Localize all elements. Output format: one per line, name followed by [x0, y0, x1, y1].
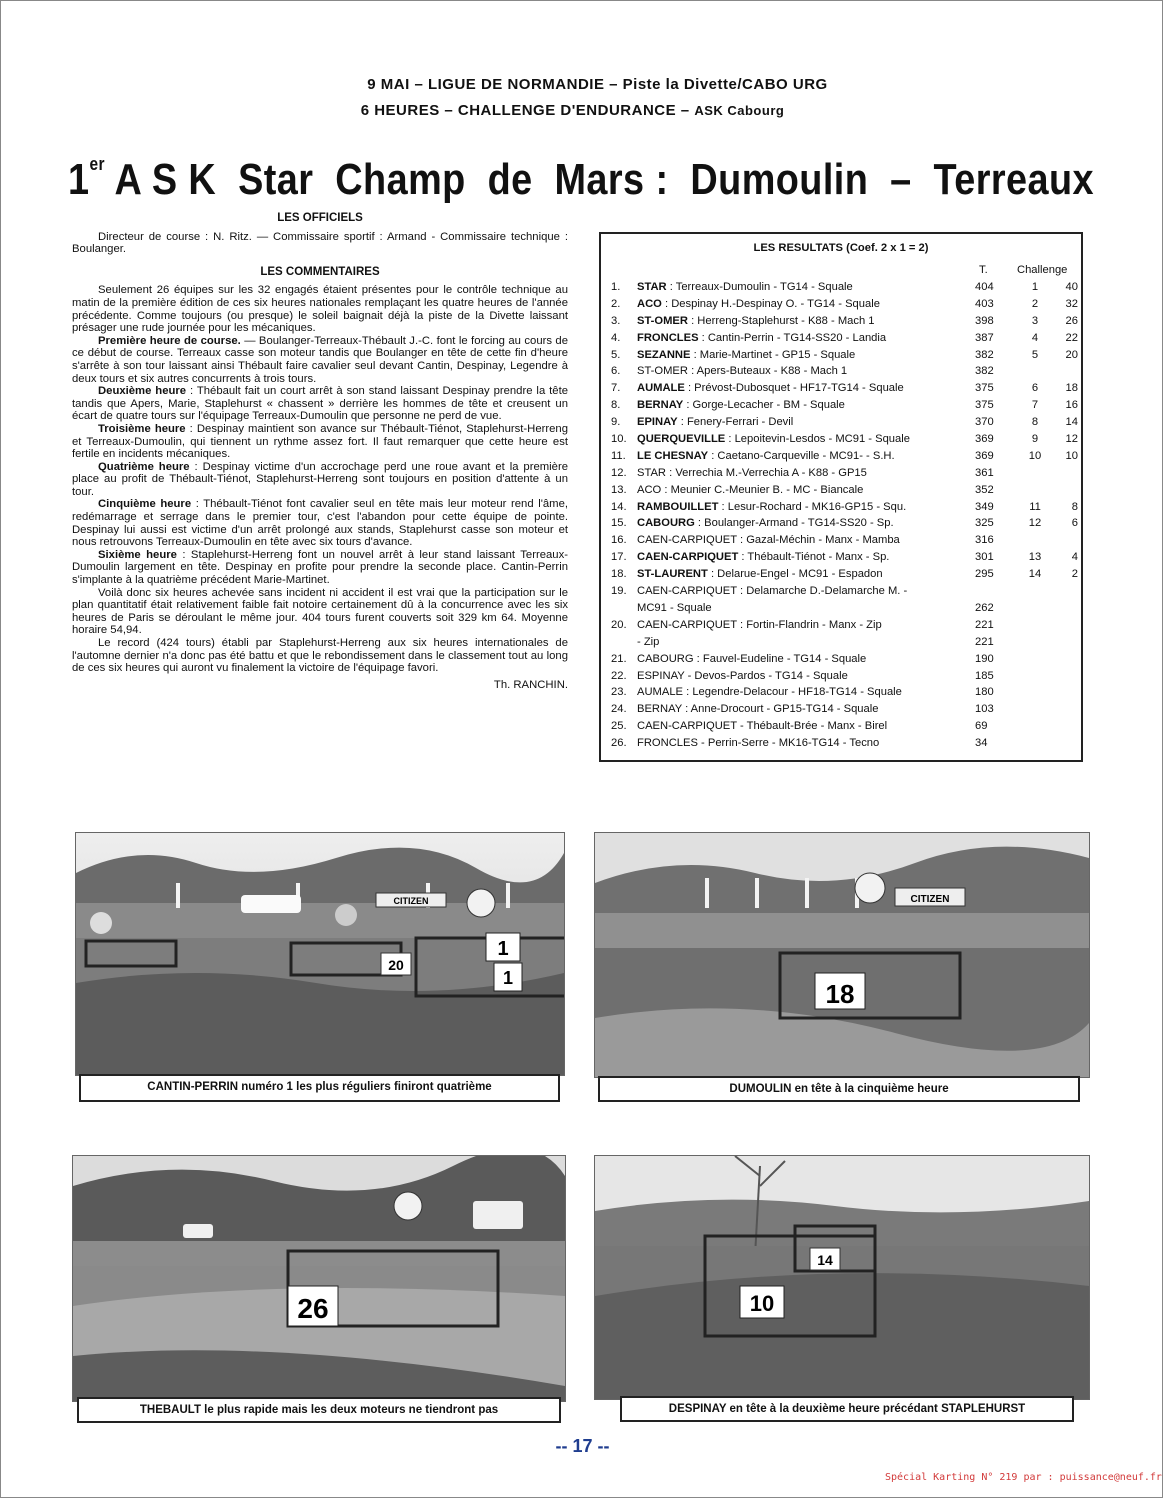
result-entry: AUMALE : Prévost-Dubosquet - HF17-TG14 - Squale [637, 382, 904, 395]
comment-paragraph: Deuxième heure : Thébault fait un court arrêt à son stand laissant Despinay prendre la tête tandis que Apers, Marie, Staplehurst « chassent » derrière les hommes de tête et creusent un écart de quatre tours sur l'équipage Terreaux-Dumoulin que personne ne perd de vue. [72, 385, 568, 423]
result-tours: 382 [975, 365, 994, 378]
result-entry: CABOURG : Fauvel-Eudeline - TG14 - Squale [637, 652, 867, 665]
result-row [601, 416, 1081, 433]
result-challenge-points: 18 [1065, 382, 1078, 395]
result-row [601, 484, 1081, 501]
result-challenge-points: 12 [1065, 433, 1078, 446]
result-row [601, 517, 1081, 534]
result-position: 18. [611, 568, 627, 581]
scan-credit: Spécial Karting N° 219 par : puissance@neuf.fr [885, 1472, 1162, 1483]
result-challenge-points: 2 [1071, 568, 1078, 581]
page-number: -- 17 -- [555, 1436, 610, 1456]
kart-number-label: 18 [825, 979, 855, 1009]
result-tours: 262 [975, 602, 994, 615]
result-entry: CAEN-CARPIQUET : Gazal-Méchin - Manx - Mamba [637, 534, 900, 547]
result-position: 5. [611, 348, 621, 361]
result-row [601, 619, 1081, 653]
result-tours: 301 [975, 551, 994, 564]
result-entry-cont: MC91 - Squale [637, 602, 712, 615]
result-challenge-points: 20 [1065, 348, 1078, 361]
event-subheader-line [0, 102, 1155, 119]
result-row [601, 315, 1081, 332]
photo-thebault [72, 1155, 566, 1402]
result-row [601, 281, 1081, 298]
result-challenge-rank: 6 [1031, 382, 1039, 395]
result-challenge-points: 16 [1065, 399, 1078, 412]
result-position: 6. [611, 365, 621, 378]
result-tours: 185 [975, 669, 994, 682]
comments-heading: LES COMMENTAIRES [260, 265, 380, 278]
result-tours: 221 [975, 618, 994, 631]
photo-cantin-perrin [75, 832, 565, 1076]
result-tours: 180 [975, 686, 994, 699]
officials-heading: LES OFFICIELS [277, 212, 363, 224]
result-position: 13. [611, 483, 627, 496]
result-row [601, 670, 1081, 687]
result-row [601, 568, 1081, 585]
result-position: 25. [611, 720, 627, 733]
kart-number-label: 20 [388, 957, 404, 973]
event-subheader-club: ASK Cabourg [694, 103, 785, 118]
officials-text: Directeur de course : N. Ritz. — Commissaire sportif : Armand - Commissaire technique : Boulanger. [72, 230, 568, 256]
title-ordinal: er [89, 154, 105, 174]
result-entry: CAEN-CARPIQUET - Thébault-Brée - Manx - Birel [637, 720, 888, 733]
result-challenge-points: 40 [1065, 281, 1078, 293]
result-position: 7. [611, 382, 621, 395]
col-header-tours: T. [979, 264, 988, 276]
result-position: 2. [611, 297, 621, 310]
result-row [601, 720, 1081, 737]
kart-race-photo-3 [73, 1156, 565, 1401]
title-text: A S K Star Champ de Mars : Dumoulin – Terreaux [104, 155, 1095, 204]
result-challenge-rank: 11 [1029, 500, 1041, 513]
result-row [601, 501, 1081, 518]
results-rows [601, 281, 1081, 754]
result-tours: 69 [975, 720, 988, 733]
result-position: 3. [611, 314, 621, 327]
result-row [601, 703, 1081, 720]
result-row [601, 399, 1081, 416]
result-position: 21. [611, 652, 627, 665]
result-position: 26. [611, 737, 627, 750]
event-subheader-text: 6 HEURES – CHALLENGE D'ENDURANCE – [360, 102, 690, 119]
result-entry: STAR : Terreaux-Dumoulin - TG14 - Squale [637, 281, 853, 293]
comment-paragraph: Quatrième heure : Despinay victime d'un accrochage perd une roue avant et la première place au profit de Thébault-Tiénot, Staplehurst-Herreng sont toujours en position d'attente à un tour. [72, 460, 569, 498]
title-number: 1 [68, 155, 90, 204]
citizen-banner: CITIZEN [393, 896, 429, 906]
result-row [601, 450, 1081, 467]
result-entry: ST-LAURENT : Delarue-Engel - MC91 - Espadon [637, 568, 883, 581]
result-challenge-rank: 7 [1031, 399, 1039, 412]
result-challenge-points: 6 [1071, 517, 1078, 530]
result-position: 10. [611, 433, 627, 446]
result-position: 1. [611, 281, 621, 293]
result-entry: LE CHESNAY : Caetano-Carqueville - MC91- - S.H. [637, 449, 895, 462]
kart-race-photo-1 [76, 833, 564, 1075]
kart-race-photo-4 [595, 1156, 1089, 1399]
result-challenge-points: 26 [1065, 314, 1078, 327]
result-challenge-rank: 13 [1028, 551, 1042, 564]
result-entry: CAEN-CARPIQUET : Fortin-Flandrin - Manx - Zip [637, 618, 882, 631]
result-position: 12. [611, 466, 627, 479]
result-tours: 349 [975, 500, 994, 513]
article-title [68, 138, 1095, 206]
photo-dumoulin [594, 832, 1090, 1078]
result-challenge-rank: 8 [1031, 416, 1039, 429]
result-entry: SEZANNE : Marie-Martinet - GP15 - Squale [637, 348, 856, 361]
result-challenge-points: 32 [1065, 297, 1078, 310]
result-row [601, 365, 1081, 382]
result-position: 23. [611, 686, 627, 699]
result-entry-cont: - Zip [637, 635, 660, 648]
result-challenge-rank: 10 [1028, 449, 1042, 462]
article-body [72, 212, 568, 691]
result-row [601, 686, 1081, 703]
result-entry: CABOURG : Boulanger-Armand - TG14-SS20 - Sp. [637, 517, 894, 530]
result-challenge-rank: 3 [1031, 314, 1039, 327]
kart-number-label: 1 [502, 968, 514, 988]
result-entry: EPINAY : Fenery-Ferrari - Devil [637, 416, 794, 429]
comment-paragraph: Première heure de course. — Boulanger-Terreaux-Thébault J.-C. font le forcing au cours de ce début de course. Terreaux casse son moteur tandis que Boulanger en tête de cette fin d'heure s'arrête à son tour laissant ainsi Thébault faire cavalier seul devant Cantin, Despinay, Legendre à deux tours et six autres concurrents à trois tours. [72, 334, 569, 385]
result-position: 22. [611, 669, 627, 682]
result-challenge-rank: 14 [1028, 568, 1042, 581]
kart-number-label: 10 [749, 1291, 775, 1316]
result-row [601, 332, 1081, 349]
result-tours: 369 [975, 449, 994, 462]
result-entry: ACO : Meunier C.-Meunier B. - MC - Biancale [637, 483, 864, 496]
result-tours: 103 [975, 703, 994, 716]
result-tours: 361 [975, 466, 994, 479]
citizen-banner: CITIZEN [910, 894, 950, 905]
result-entry: AUMALE : Legendre-Delacour - HF18-TG14 - Squale [637, 686, 902, 699]
result-row [601, 349, 1081, 366]
event-header-line: 9 MAI – LIGUE DE NORMANDIE – Piste la Divette/CABO URG [367, 76, 828, 93]
kart-number-label: 1 [497, 938, 509, 960]
result-tours: 375 [975, 382, 994, 395]
result-tours: 325 [975, 517, 994, 530]
result-tours: 404 [975, 281, 994, 293]
result-row [601, 653, 1081, 670]
kart-race-photo-2 [595, 833, 1089, 1077]
result-challenge-rank: 12 [1028, 517, 1042, 530]
result-row [601, 737, 1081, 754]
result-entry: ST-OMER : Apers-Buteaux - K88 - Mach 1 [637, 365, 848, 378]
result-tours: 369 [975, 433, 994, 446]
result-entry: STAR : Verrechia M.-Verrechia A - K88 - GP15 [637, 466, 867, 479]
photo-caption: CANTIN-PERRIN numéro 1 les plus réguliers finiront quatrième [79, 1074, 560, 1102]
result-tours: 34 [975, 737, 988, 750]
result-challenge-points: 10 [1065, 449, 1078, 462]
result-challenge-points: 22 [1065, 331, 1078, 344]
result-entry: ACO : Despinay H.-Despinay O. - TG14 - Squale [637, 297, 880, 310]
result-entry: ST-OMER : Herreng-Staplehurst - K88 - Mach 1 [637, 314, 875, 327]
result-tours: 316 [975, 534, 994, 547]
result-entry: BERNAY : Gorge-Lecacher - BM - Squale [637, 399, 845, 412]
results-table [599, 232, 1083, 762]
author-signature: Th. RANCHIN. [493, 678, 568, 691]
result-entry: RAMBOUILLET : Lesur-Rochard - MK16-GP15 - Squ. [637, 500, 907, 513]
results-header [601, 264, 1081, 278]
photo-caption: DESPINAY en tête à la deuxième heure précédant STAPLEHURST [620, 1396, 1074, 1422]
result-row [601, 298, 1081, 315]
result-tours: 190 [975, 652, 994, 665]
result-position: 8. [611, 399, 621, 412]
result-tours: 352 [975, 483, 994, 496]
result-position: 11. [611, 449, 626, 462]
photo-despinay [594, 1155, 1090, 1400]
result-tours: 398 [975, 314, 994, 327]
kart-number-label: 26 [297, 1293, 329, 1324]
result-row [601, 551, 1081, 568]
result-row [601, 467, 1081, 484]
result-position: 24. [611, 703, 627, 716]
result-challenge-points: 14 [1065, 416, 1078, 429]
result-tours: 221 [975, 635, 994, 648]
result-position: 4. [611, 331, 621, 344]
result-challenge-rank: 2 [1031, 297, 1039, 310]
comment-paragraph: Sixième heure : Staplehurst-Herreng font un nouvel arrêt à leur stand laissant Terreaux-Dumoulin largement en tête. Despinay en profite pour prendre la seconde place. Cantin-Perrin s'implante à la quatrième précédent Marie-Martinet. [72, 548, 568, 587]
col-header-challenge: Challenge [1017, 264, 1068, 276]
result-tours: 375 [975, 399, 994, 412]
result-position: 20. [611, 618, 627, 631]
results-title: LES RESULTATS (Coef. 2 x 1 = 2) [753, 242, 929, 254]
result-position: 9. [611, 416, 621, 429]
result-tours: 382 [975, 348, 994, 361]
result-position: 19. [611, 585, 627, 598]
photo-caption: THEBAULT le plus rapide mais les deux moteurs ne tiendront pas [77, 1397, 561, 1423]
photo-caption: DUMOULIN en tête à la cinquième heure [598, 1076, 1080, 1102]
comment-paragraph: Le record (424 tours) établi par Staplehurst-Herreng aux six heures internationales de l'automne dernier n'a donc pas été battu et que le rebondissement dans le classement tout au long de ces six heures qui auront vu finalement la victoire de l'équipage favori. [72, 637, 568, 675]
result-entry: CAEN-CARPIQUET : Thébault-Tiénot - Manx - Sp. [637, 551, 890, 564]
result-row [601, 382, 1081, 399]
result-tours: 295 [975, 568, 994, 581]
kart-number-label: 14 [817, 1252, 833, 1268]
result-entry: BERNAY : Anne-Drocourt - GP15-TG14 - Squale [637, 703, 879, 716]
result-entry: FRONCLES : Cantin-Perrin - TG14-SS20 - Landia [637, 331, 887, 344]
comment-paragraph: Seulement 26 équipes sur les 32 engagés étaient présentes pour le contrôle technique au matin de la première édition de ces six heures nationales remplaçant les quatre heures de l'année précédente. Comme toujours (ou presque) le soleil baignait déjà la piste de la Divette laissant présager une rude journée pour les mécaniques. [72, 284, 568, 335]
result-challenge-points: 8 [1071, 500, 1078, 513]
result-entry: FRONCLES - Perrin-Serre - MK16-TG14 - Tecno [637, 737, 880, 750]
comment-paragraph: Troisième heure : Despinay maintient son avance sur Thébault-Tiénot, Staplehurst-Herreng et Terreaux-Dumoulin, qui tiennent un rythme assez fort. Il faut remarquer que cette heure est fertile en incidents mécaniques. [72, 422, 568, 461]
result-tours: 387 [975, 331, 994, 344]
result-challenge-rank: 5 [1031, 348, 1039, 361]
result-row [601, 433, 1081, 450]
result-row [601, 534, 1081, 551]
result-challenge-points: 4 [1071, 551, 1078, 564]
result-position: 16. [611, 534, 627, 547]
result-position: 14. [611, 500, 627, 513]
result-row [601, 585, 1081, 619]
result-challenge-rank: 4 [1031, 331, 1039, 344]
result-challenge-rank: 9 [1031, 433, 1039, 446]
result-challenge-rank: 1 [1031, 281, 1039, 293]
result-entry: QUERQUEVILLE : Lepoitevin-Lesdos - MC91 - Squale [637, 433, 910, 446]
result-tours: 403 [975, 297, 994, 310]
result-entry: ESPINAY - Devos-Pardos - TG14 - Squale [637, 669, 848, 682]
comment-paragraph: Cinquième heure : Thébault-Tiénot font cavalier seul en tête mais leur moteur rend l'âme, redémarrage et serrage dans le premier tour, c'est l'abandon pour cette équipe de pointe. Despinay lui aussi est victime d'un arrêt prolongé aux stands, Staplehurst casse son moteur et nous retrouvons Terreaux-Dumoulin en tête avec six tours d'avance. [72, 498, 568, 549]
result-position: 15. [611, 517, 627, 530]
comment-paragraph: Voilà donc six heures achevée sans incident ni accident il est vrai que la participation sur le plan quantitatif était relativement faible fait notoire certainement dû à la concurrence avec les six heures de Paris se déroulant le même jour. 404 tours furent couverts soit 329 km 64. Moyenne horaire 54,94. [72, 586, 568, 637]
result-tours: 370 [975, 416, 994, 429]
result-position: 17. [611, 551, 627, 564]
result-entry: CAEN-CARPIQUET : Delamarche D.-Delamarche M. - [637, 585, 908, 598]
